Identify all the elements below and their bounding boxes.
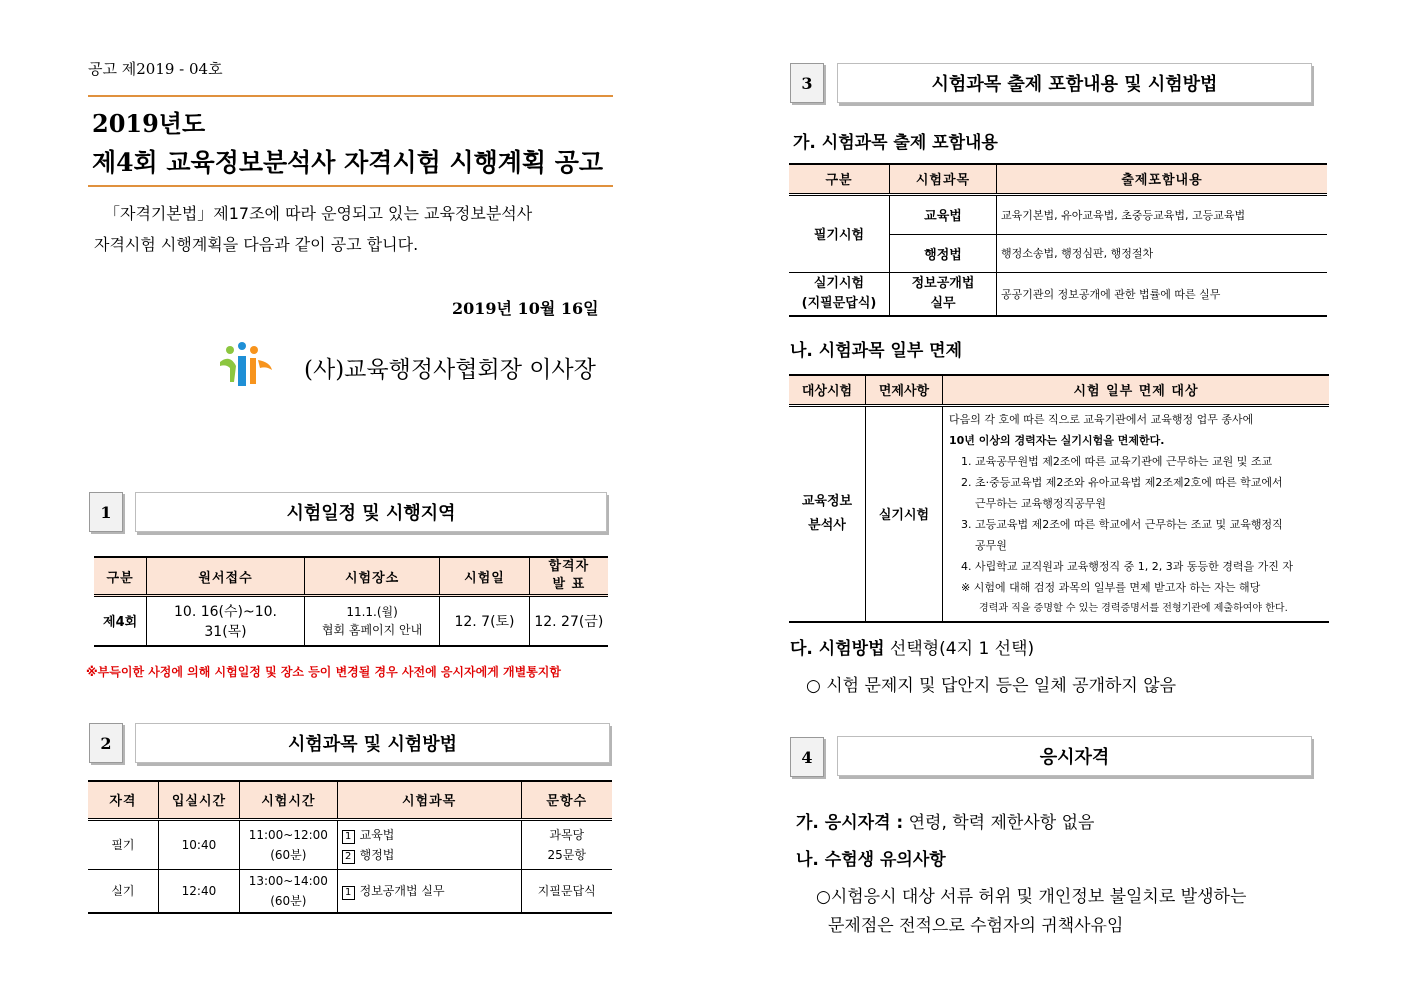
qualification-line <box>796 808 1094 833</box>
section-1-title: 시험일정 및 시행지역 <box>135 492 607 532</box>
content-table <box>789 163 1327 317</box>
table-row <box>94 596 608 646</box>
subject-item <box>342 845 517 865</box>
time-duration: (60분) <box>270 893 307 908</box>
title-bottom-rule <box>88 185 613 187</box>
detail-line: 공무원 <box>975 538 1007 552</box>
place-line: 협회 홈페이지 안내 <box>321 622 423 637</box>
subheading-b: 나. 시험과목 일부 면제 <box>790 341 963 361</box>
table-header-row <box>789 164 1327 194</box>
table-row <box>789 272 1327 316</box>
practical-cell <box>789 272 890 316</box>
time-range: 13:00~14:00 <box>248 873 328 888</box>
subject-cell <box>337 869 521 913</box>
content-cell: 공공기관의 정보공개에 관한 법률에 따른 실무 <box>997 272 1328 316</box>
schedule-warning: ※부득이한 사정에 의해 시험일정 및 장소 등이 변경될 경우 사전에 응시자에게 개별통지함 <box>86 665 561 679</box>
content-cell: 행정소송법, 행정심판, 행정절차 <box>997 234 1328 272</box>
method-value: 선택형(4지 1 선택) <box>884 639 1035 659</box>
subject-name: 정보공개법 실무 <box>359 883 445 898</box>
col-header: 구분 <box>94 557 147 596</box>
table-row <box>88 869 612 913</box>
col-header: 면제사항 <box>866 375 943 405</box>
table-header-row <box>88 781 612 819</box>
detail-line: 경력과 직을 증명할 수 있는 경력증명서를 전형기관에 제출하여야 한다. <box>979 602 1288 614</box>
subheading-c <box>790 634 1034 659</box>
col-header: 합격자 <box>548 559 590 574</box>
section-3-number: 3 <box>790 63 824 103</box>
practical-line: 실기시험 <box>813 275 865 291</box>
section-2-number: 2 <box>89 723 123 763</box>
col-header: 시험 일부 면제 대상 <box>943 375 1330 405</box>
subject-cell <box>337 819 521 869</box>
page-title: 제4회 교육정보분석사 자격시험 시행계획 공고 <box>92 148 604 177</box>
place-line: 11.1.(월) <box>346 604 398 619</box>
signer-name: (사)교육행정사협회장 이사장 <box>304 357 596 383</box>
entry-cell: 12:40 <box>158 869 239 913</box>
entry-cell: 10:40 <box>158 819 239 869</box>
caution-text <box>816 883 1321 941</box>
table-header-row <box>94 557 608 596</box>
detail-line: 다음의 각 호에 따른 직으로 교육기관에서 교육행정 업무 종사에 <box>949 412 1254 426</box>
time-cell <box>240 869 338 913</box>
practical-line: (지필문답식) <box>801 295 877 311</box>
detail-line: 1. 교육공무원법 제2조에 따른 교육기관에 근무하는 교원 및 조교 <box>961 454 1273 468</box>
section-1-number: 1 <box>89 492 123 532</box>
table-row <box>789 194 1327 234</box>
table-row <box>789 405 1329 622</box>
subject-cell: 행정법 <box>890 234 997 272</box>
subject-item <box>342 882 517 900</box>
time-cell <box>240 819 338 869</box>
subject-cell: 교육법 <box>890 194 997 234</box>
caution-line: ○시험응시 대상 서류 허위 및 개인정보 불일치로 발생하는 <box>816 887 1247 907</box>
subject-name: 행정법 <box>359 847 395 862</box>
detail-line: ※ 시험에 대해 검정 과목의 일부를 면제 받고자 하는 자는 해당 <box>961 580 1261 594</box>
col-header: 시험장소 <box>304 557 440 596</box>
intro-line-1: 「자격기본법」제17조에 따라 운영되고 있는 교육정보분석사 <box>104 204 533 223</box>
section-4-title: 응시자격 <box>837 736 1312 776</box>
association-logo <box>216 340 276 388</box>
exam-date-cell: 12. 7(토) <box>440 596 529 646</box>
subject-cell <box>890 272 997 316</box>
table-header-row <box>789 375 1329 405</box>
section-4-number: 4 <box>790 737 824 777</box>
intro-paragraph <box>94 198 616 260</box>
subject-number: 2 <box>342 850 355 864</box>
subject-line: 실무 <box>930 295 956 311</box>
subject-line: 정보공개법 <box>911 275 975 291</box>
type-cell: 실기 <box>88 869 158 913</box>
detail-line: 10년 이상의 경력자는 실기시험을 면제한다. <box>949 433 1165 447</box>
col-header: 문항수 <box>521 781 612 819</box>
col-header: 출제포함내용 <box>997 164 1328 194</box>
method-note: ○ 시험 문제지 및 답안지 등은 일체 공개하지 않음 <box>806 676 1177 696</box>
time-range: 11:00~12:00 <box>248 827 328 842</box>
subjects-table <box>88 780 612 914</box>
count-line: 25문항 <box>547 847 586 862</box>
col-header: 원서접수 <box>147 557 305 596</box>
col-header: 입실시간 <box>158 781 239 819</box>
title-year: 2019년도 <box>92 109 206 138</box>
col-header: 시험과목 <box>337 781 521 819</box>
col-header: 발 표 <box>552 577 586 592</box>
type-cell: 필기 <box>88 819 158 869</box>
col-header: 자격 <box>88 781 158 819</box>
intro-line-2: 자격시험 시행계획을 다음과 같이 공고 합니다. <box>94 235 419 254</box>
announcement-date: 2019년 10월 16일 <box>452 299 599 318</box>
subheading-a: 가. 시험과목 출제 포함내용 <box>793 133 998 153</box>
time-duration: (60분) <box>270 847 307 862</box>
content-cell: 교육기본법, 유아교육법, 초중등교육법, 고등교육법 <box>997 194 1328 234</box>
written-cell: 필기시험 <box>789 194 890 272</box>
subject-item <box>342 825 517 845</box>
col-header: 대상시험 <box>789 375 866 405</box>
section-2-title: 시험과목 및 시험방법 <box>135 723 610 763</box>
target-line: 분석사 <box>808 517 846 533</box>
place-cell <box>304 596 440 646</box>
detail-line: 3. 고등교육법 제2조에 따른 학교에서 근무하는 조교 및 교육행정직 <box>961 517 1283 531</box>
schedule-table <box>94 556 608 647</box>
subject-number: 1 <box>342 830 355 844</box>
detail-line: 근무하는 교육행정직공무원 <box>975 496 1107 510</box>
announce-cell: 12. 27(금) <box>529 596 608 646</box>
target-cell <box>789 405 866 622</box>
col-header: 시험시간 <box>240 781 338 819</box>
exemption-table <box>789 374 1329 623</box>
count-line: 과목당 <box>549 827 585 842</box>
method-label: 다. 시험방법 <box>790 639 885 659</box>
col-header-announce <box>529 557 608 596</box>
col-header: 구분 <box>789 164 890 194</box>
count-cell: 지필문답식 <box>521 869 612 913</box>
caution-heading: 나. 수험생 유의사항 <box>796 850 946 870</box>
notice-number: 공고 제2019 - 04호 <box>88 60 223 78</box>
section-3-title: 시험과목 출제 포함내용 및 시험방법 <box>837 63 1312 103</box>
detail-line: 2. 초·중등교육법 제2조와 유아교육법 제2조제2호에 따른 학교에서 <box>961 475 1283 489</box>
target-line: 교육정보 <box>801 493 853 509</box>
table-row <box>88 819 612 869</box>
application-cell: 10. 16(수)~10. 31(목) <box>147 596 305 646</box>
subject-name: 교육법 <box>359 827 395 842</box>
count-cell <box>521 819 612 869</box>
qualification-value: 연령, 학력 제한사항 없음 <box>903 813 1095 833</box>
subject-number: 1 <box>342 886 355 900</box>
detail-line: 4. 사립학교 교직원과 교육행정직 중 1, 2, 3과 동등한 경력을 가진 자 <box>961 559 1293 573</box>
exemption-details <box>943 405 1330 622</box>
round-cell: 제4회 <box>94 596 147 646</box>
col-header: 시험과목 <box>890 164 997 194</box>
col-header: 시험일 <box>440 557 529 596</box>
caution-line: 문제점은 전적으로 수험자의 귀책사유임 <box>828 916 1124 936</box>
title-top-rule <box>88 95 613 97</box>
exempt-cell: 실기시험 <box>866 405 943 622</box>
qualification-label: 가. 응시자격 : <box>796 813 904 833</box>
